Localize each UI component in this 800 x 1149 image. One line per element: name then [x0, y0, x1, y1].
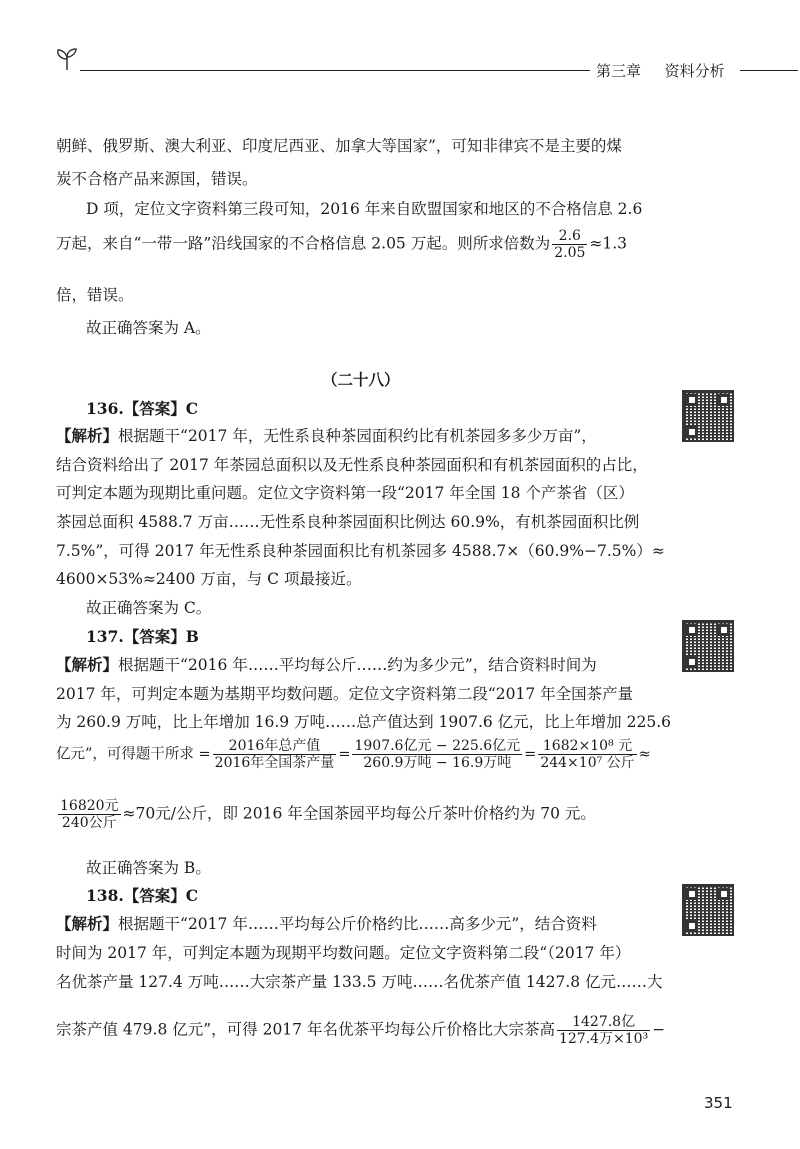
fraction-ratio [552, 228, 587, 261]
q137-line4: 亿元”，可得题干所求 = $\frac{\text{2016年总产值}}{\text{2016年全国茶产量}}$ = $\frac{\text{1907.6亿元 − 225.6亿元}}{\text{260.9万吨 − 16.9万吨}}$ = $\frac{\text{1682×10⁸ 元}}{\text{244×10⁷ 公斤}}$ ≈ [56, 738, 651, 772]
para1-line2: 炭不合格产品来源国，错误。 [56, 170, 258, 188]
q136-line4: 茶园总面积 4588.7 万亩……无性系良种茶园面积比例达 60.9%，有机茶园面积比例 [56, 513, 640, 531]
fraction-5-den: 127.4万×10³ [558, 1031, 649, 1048]
q138-analysis-label: 【解析】 [56, 914, 119, 933]
fraction-1-num: 2016年总产值 [213, 738, 337, 755]
header-title [596, 60, 725, 81]
fraction-2-num: 1907.6亿元 − 225.6亿元 [354, 738, 521, 754]
sprout-icon [54, 46, 80, 72]
para2-line2-text: 万起，来自“一带一路”沿线国家的不合格信息 2.05 万起。则所求倍数为 [56, 234, 551, 253]
q136-answer: 故正确答案为 C。 [86, 599, 212, 617]
page-number: 351 [704, 1094, 733, 1112]
fraction-5-num: 1427.8亿 [557, 1014, 650, 1031]
para1-line1: 朝鲜、俄罗斯、澳大利亚、印度尼西亚、加拿大等国家”，可知非律宾不是主要的煤 [56, 137, 622, 155]
q138-line2: 时间为 2017 年，可判定本题为现期平均数问题。定位文字资料第二段“（2017 年） [56, 944, 631, 962]
q136-analysis-label: 【解析】 [56, 426, 119, 445]
q138-line4 [56, 1014, 666, 1048]
fraction-1-den: 2016年全国茶产量 [214, 755, 335, 772]
q138-line4-text: 宗茶产值 479.8 亿元”，可得 2017 年名优茶平均每公斤价格比大宗茶高 [56, 1020, 555, 1039]
fraction-3 [538, 738, 636, 771]
fraction-4-num: 16820元 [60, 798, 119, 814]
q136-line5: 7.5%”，可得 2017 年无性系良种茶园面积比有机茶园多 4588.7×（60.9%−7.5%）≈ [56, 542, 665, 560]
header-rule-left [80, 70, 590, 71]
header-section: 资料分析 [664, 62, 725, 80]
q138-heading: 138.【答案】C [86, 886, 199, 905]
fraction-2-den: 260.9万吨 − 16.9万吨 [363, 755, 512, 772]
header-rule-right [740, 70, 798, 71]
q136-line3: 可判定本题为现期比重问题。定位文字资料第一段“2017 年全国 18 个产茶省（区） [56, 484, 634, 502]
para2-line2-result: ≈1.3 [589, 234, 628, 253]
fraction-5 [557, 1014, 650, 1047]
qr-code-136[interactable] [682, 390, 734, 442]
header-chapter: 第三章 [596, 62, 642, 80]
q137-line3: 为 260.9 万吨，比上年增加 16.9 万吨……总产值达到 1907.6 亿元，比上年增加 225.6 [56, 713, 671, 731]
fraction-4-den: 240公斤 [61, 815, 117, 832]
q137-analysis-label: 【解析】 [56, 655, 119, 674]
q136-line1-text: 根据题干“2017 年，无性系良种茶园面积约比有机茶园多多少万亩”， [118, 427, 597, 445]
q137-line4-text: 亿元”，可得题干所求 = [56, 746, 211, 763]
para2-line1: D 项，定位文字资料第三段可知，2016 年来自欧盟国家和地区的不合格信息 2.6 [86, 200, 643, 218]
q136-line2: 结合资料给出了 2017 年茶园总面积以及无性系良种茶园面积和有机茶园面积的占比， [56, 456, 648, 474]
section-title: （二十八） [322, 370, 400, 389]
q137-line5-text: ≈70元/公斤，即 2016 年全国茶园平均每公斤茶叶价格约为 70 元。 [122, 804, 596, 823]
para2-line3: 倍，错误。 [56, 286, 134, 304]
para3: 故正确答案为 A。 [86, 319, 211, 337]
q137-answer: 故正确答案为 B。 [86, 859, 211, 877]
minus-sign: − [652, 1020, 666, 1039]
q136-line1 [56, 424, 660, 446]
fraction-3-den: 244×10⁷ 公斤 [540, 755, 635, 772]
qr-code-138[interactable] [682, 884, 734, 936]
fraction-1 [213, 738, 337, 771]
q137-heading: 137.【答案】B [86, 627, 199, 646]
q136-line6: 4600×53%≈2400 万亩，与 C 项最接近。 [56, 570, 362, 588]
q136-heading: 136.【答案】C [86, 399, 199, 418]
qr-code-137[interactable] [682, 620, 734, 672]
fraction-4 [58, 798, 121, 831]
q137-line5 [56, 798, 660, 831]
fraction-3-num: 1682×10⁸ 元 [538, 738, 636, 755]
q137-line1-text: 根据题干“2016 年……平均每公斤……约为多少元”，结合资料时间为 [118, 656, 597, 674]
q137-line2: 2017 年，可判定本题为基期平均数问题。定位文字资料第二段“2017 年全国茶产量 [56, 685, 634, 703]
q137-line1 [56, 653, 660, 675]
fraction-2 [352, 738, 522, 771]
approx-sign: ≈ [638, 746, 651, 763]
q138-line1-text: 根据题干“2017 年……平均每公斤价格约比……高多少元”，结合资料 [118, 915, 597, 933]
fraction-ratio-den: 2.05 [554, 245, 586, 262]
q138-line1 [56, 912, 660, 934]
fraction-ratio-num: 2.6 [552, 228, 587, 245]
para2-line2 [56, 228, 660, 261]
q138-line3: 名优茶产量 127.4 万吨……大宗茶产量 133.5 万吨……名优茶产值 1427.8 亿元……大 [56, 973, 663, 991]
